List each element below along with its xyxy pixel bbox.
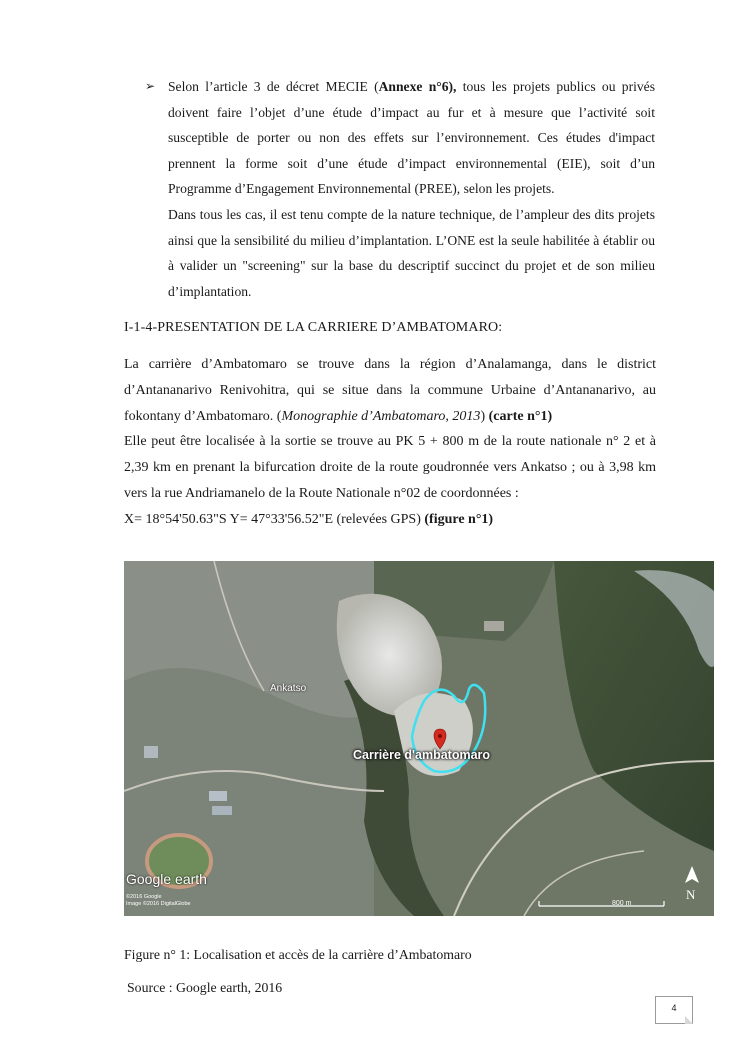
bullet-text — [168, 74, 655, 304]
bullet-paragraph-1 — [168, 74, 655, 202]
citation-close: ) — [480, 408, 489, 424]
satellite-map-image — [124, 561, 714, 916]
map-graphic — [124, 561, 714, 916]
section-heading: I-1-4-PRESENTATION DE LA CARRIERE D’AMBATOMARO: — [124, 320, 503, 335]
monograph-citation: Monographie d’Ambatomaro, 2013 — [281, 408, 481, 424]
bullet-rest: tous les projets publics ou privés doivent faire l’objet d’une étude d’impact au fur et à mesure que l’activité soit susceptible de porter ou non des effets sur l’environnement. Ces études d'impact prennent la forme soit d’une étude d’impact environnemental (EIE), soit d’un Programme d’Engagement Environnemental (PREE), selon les projets. — [168, 79, 655, 197]
page-fold-icon — [685, 1016, 693, 1024]
map-label-quarry: Carrière d'ambatomaro — [353, 748, 491, 762]
bullet-lead: Selon l’article 3 de décret MECIE ( — [168, 79, 379, 94]
map-reference: (carte n°1) — [488, 408, 553, 424]
figure-caption: Figure n° 1: Localisation et accès de la carrière d’Ambatomaro — [124, 947, 472, 962]
bullet-item — [147, 74, 655, 304]
annex-reference: Annexe n°6), — [378, 79, 457, 94]
map-copyright — [126, 894, 191, 908]
page-number — [655, 996, 693, 1024]
imagery-credit: Image ©2016 DigitalGlobe — [126, 901, 191, 907]
paragraph-location — [124, 352, 656, 429]
figure-source: Source : Google earth, 2016 — [127, 980, 283, 995]
google-earth-logo: Google earth — [126, 871, 207, 887]
bullet-paragraph-2: Dans tous les cas, il est tenu compte de la nature technique, de l’ampleur des dits projets ainsi que la sensibilité du milieu d’implantation. L’ONE est la seule habilitée à établir ou à valider un "screening" sur la base du descriptif succinct du projet et de son milieu d’implantation. — [168, 206, 655, 299]
page-number-text: 4 — [671, 1003, 677, 1013]
figure-reference: (figure n°1) — [424, 511, 494, 527]
arrow-bullet-icon: ➢ — [145, 79, 156, 93]
coordinates-text: X= 18°54'50.63"S Y= 47°33'56.52"E (relevées GPS) — [124, 511, 425, 527]
paragraph-access: Elle peut être localisée à la sortie se trouve au PK 5 + 800 m de la route nationale n° 2 et à 2,39 km en prenant la bifurcation droite de la route goudronnée vers Ankatso ; ou à 3,98 km vers la rue Andriamanelo de la Route Nationale n°02 de coordonnées : — [124, 434, 656, 501]
scale-label: 800 m — [612, 900, 632, 907]
section-body — [124, 352, 656, 533]
location-text: La carrière d’Ambatomaro se trouve dans la région d’Analamanga, dans le district d’Antananarivo Renivohitra, qui se situe dans la commune Urbaine d’Antananarivo, au fokontany d’Ambatomaro. ( — [124, 357, 656, 424]
copyright-text: ©2016 Google — [126, 894, 162, 900]
north-arrow-icon: N — [686, 887, 696, 902]
map-label-ankatso: Ankatso — [270, 683, 307, 694]
paragraph-coordinates — [124, 507, 656, 533]
